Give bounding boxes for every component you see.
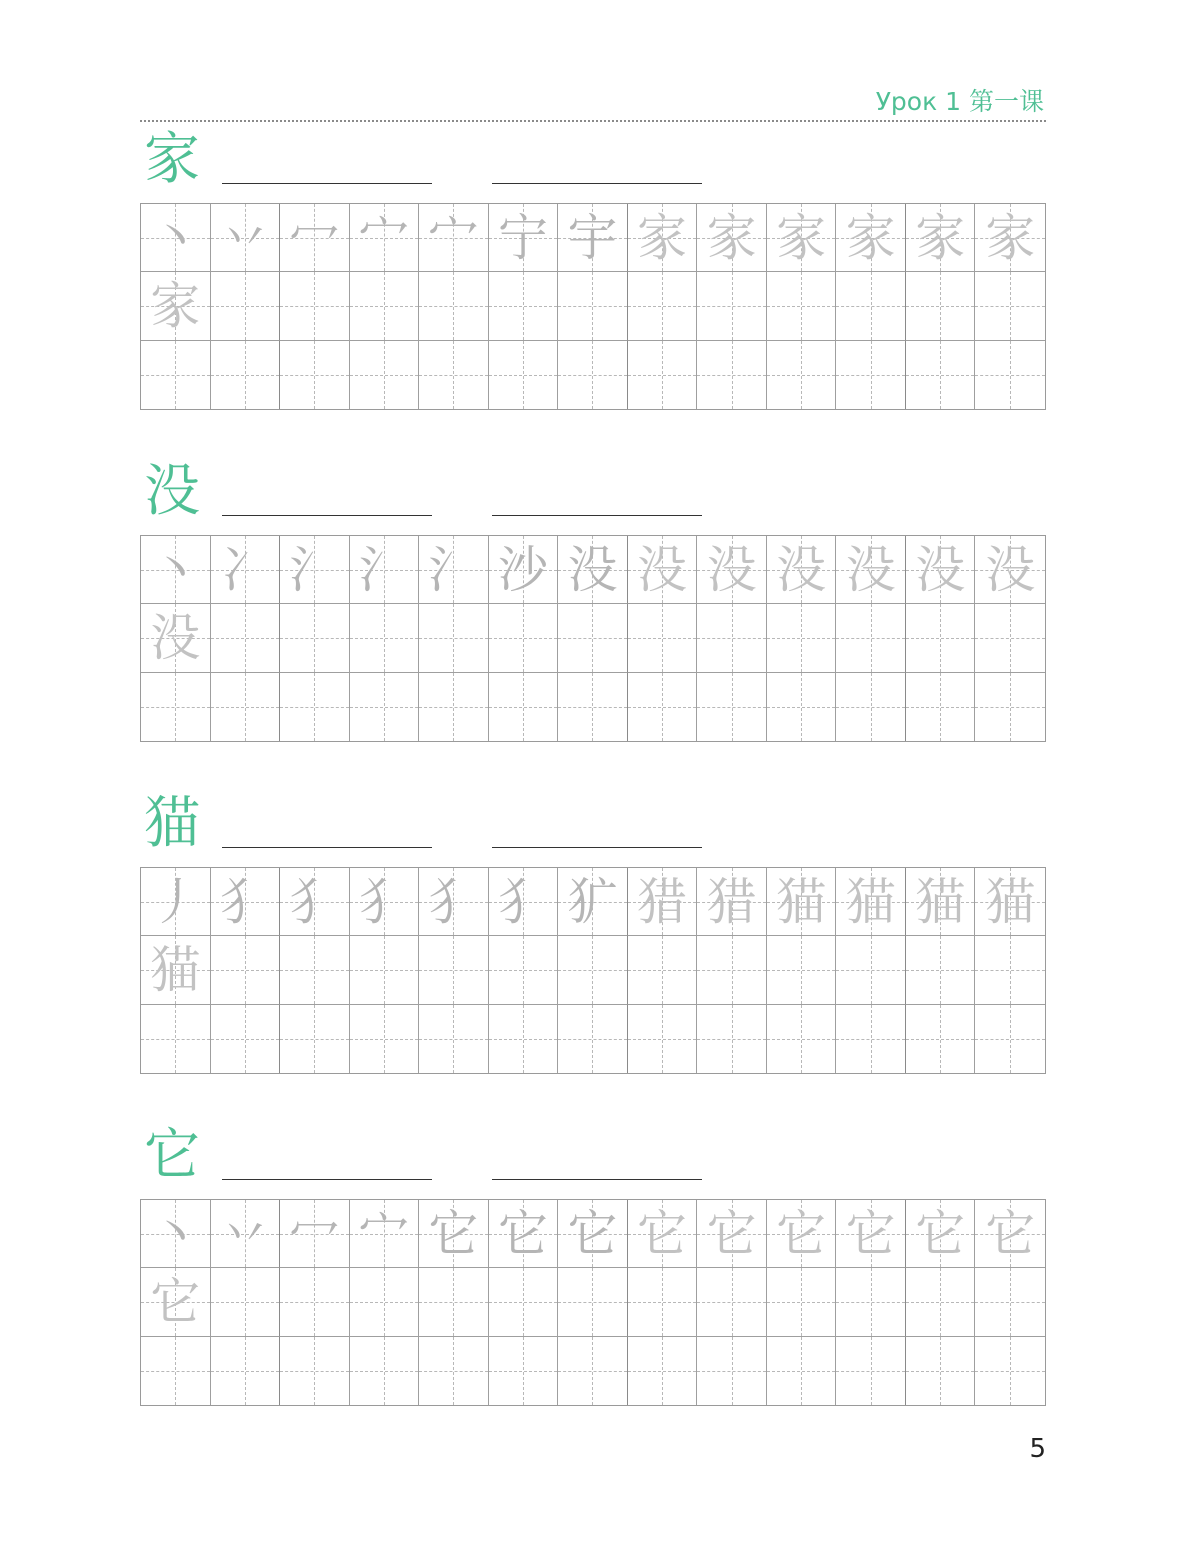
practice-cell[interactable] [558,604,628,672]
practice-cell[interactable] [697,1005,767,1073]
stroke-step-glyph: 它 [637,1204,688,1263]
writing-grid [140,1199,1046,1406]
stroke-order-cell [697,1200,767,1268]
stroke-step-glyph: 没 [706,540,757,599]
practice-cell[interactable] [211,1005,281,1073]
practice-cell[interactable] [419,936,489,1004]
practice-cell[interactable] [280,936,350,1004]
stroke-step-glyph: 家 [776,208,827,267]
stroke-order-cell [489,1200,559,1268]
practice-cell[interactable] [836,341,906,409]
practice-cell[interactable] [280,673,350,741]
stroke-order-cell [767,868,837,936]
stroke-step-glyph: 冫 [219,540,270,599]
stroke-step-glyph: 它 [497,1204,548,1263]
practice-cell[interactable] [489,272,559,340]
stroke-order-cell [906,536,976,604]
practice-cell[interactable] [836,936,906,1004]
practice-cell[interactable] [558,341,628,409]
practice-cell[interactable] [628,1337,698,1405]
practice-cell[interactable] [975,1268,1045,1336]
practice-cell[interactable] [489,1337,559,1405]
practice-cell[interactable] [489,1268,559,1336]
practice-cell[interactable] [975,604,1045,672]
stroke-step-glyph: 它 [845,1204,896,1263]
stroke-order-cell [350,536,420,604]
stroke-order-cell [350,1200,420,1268]
stroke-order-cell [141,1200,211,1268]
practice-cell[interactable] [697,604,767,672]
trace-cell[interactable] [141,936,211,1004]
practice-cell[interactable] [558,1005,628,1073]
stroke-step-glyph: 猫 [915,872,966,931]
stroke-step-glyph: 犭 [219,872,270,931]
stroke-step-glyph: 宇 [567,208,618,267]
trace-guide-glyph: 它 [150,1272,201,1331]
stroke-step-glyph: 丶 [150,540,201,599]
trace-cell[interactable] [141,1268,211,1336]
stroke-step-glyph: 宀 [428,208,479,267]
practice-cell[interactable] [211,272,281,340]
practice-cell[interactable] [767,341,837,409]
practice-cell[interactable] [558,673,628,741]
stroke-step-glyph: 没 [915,540,966,599]
stroke-order-cell [211,536,281,604]
stroke-order-cell [280,204,350,272]
practice-cell[interactable] [697,936,767,1004]
practice-cell[interactable] [836,1268,906,1336]
practice-cell[interactable] [628,673,698,741]
stroke-step-glyph: 丿 [150,872,201,931]
practice-cell[interactable] [141,1337,211,1405]
practice-cell[interactable] [350,272,420,340]
stroke-order-cell [280,1200,350,1268]
stroke-order-cell [489,536,559,604]
stroke-step-glyph: 没 [845,540,896,599]
practice-cell[interactable] [906,936,976,1004]
practice-cell[interactable] [697,1268,767,1336]
stroke-step-glyph: 猫 [776,872,827,931]
stroke-step-glyph: 没 [567,540,618,599]
practice-cell[interactable] [211,673,281,741]
stroke-order-cell [628,868,698,936]
stroke-step-glyph: 丷 [219,1204,270,1263]
stroke-step-glyph: 家 [985,208,1036,267]
practice-cell[interactable] [767,1337,837,1405]
stroke-order-cell [558,868,628,936]
practice-cell[interactable] [975,341,1045,409]
trace-guide-glyph: 没 [150,608,201,667]
lesson-title: Урок 1 第一课 [875,87,1044,116]
stroke-step-glyph: 猎 [706,872,757,931]
stroke-step-glyph: 丶 [150,208,201,267]
trace-guide-glyph: 猫 [150,940,201,999]
pinyin-answer-line[interactable] [222,1179,432,1180]
practice-cell[interactable] [350,604,420,672]
practice-cell[interactable] [350,1268,420,1336]
practice-cell[interactable] [836,604,906,672]
practice-cell[interactable] [558,1337,628,1405]
practice-cell[interactable] [211,604,281,672]
stroke-step-glyph: 没 [985,540,1036,599]
writing-grid [140,535,1046,742]
practice-cell[interactable] [419,1005,489,1073]
stroke-order-cell [280,868,350,936]
practice-cell[interactable] [211,341,281,409]
stroke-step-glyph: 犭 [358,872,409,931]
stroke-order-cell [558,536,628,604]
practice-cell[interactable] [906,604,976,672]
stroke-step-glyph: 它 [567,1204,618,1263]
practice-cell[interactable] [489,604,559,672]
practice-cell[interactable] [141,673,211,741]
stroke-order-cell [211,204,281,272]
stroke-order-cell [836,1200,906,1268]
translation-answer-line[interactable] [492,847,702,848]
practice-cell[interactable] [767,272,837,340]
stroke-order-cell [489,868,559,936]
stroke-order-cell [836,204,906,272]
stroke-step-glyph: 冖 [289,1204,340,1263]
practice-cell[interactable] [419,1337,489,1405]
practice-cell[interactable] [975,936,1045,1004]
practice-cell[interactable] [489,936,559,1004]
practice-cell[interactable] [489,341,559,409]
practice-cell[interactable] [767,673,837,741]
headword-character: 猫 [144,791,200,856]
stroke-order-cell [697,204,767,272]
practice-cell[interactable] [975,1005,1045,1073]
stroke-step-glyph: 猫 [845,872,896,931]
practice-cell[interactable] [906,673,976,741]
stroke-step-glyph: 家 [637,208,688,267]
practice-cell[interactable] [489,1005,559,1073]
practice-cell[interactable] [280,604,350,672]
practice-cell[interactable] [906,1268,976,1336]
practice-cell[interactable] [628,1268,698,1336]
stroke-step-glyph: 氵 [428,540,479,599]
stroke-order-cell [697,536,767,604]
stroke-step-glyph: 没 [776,540,827,599]
stroke-step-glyph: 冖 [289,208,340,267]
practice-cell[interactable] [628,936,698,1004]
practice-cell[interactable] [211,1337,281,1405]
trace-guide-glyph: 家 [150,276,201,335]
stroke-step-glyph: 家 [845,208,896,267]
stroke-order-cell [211,1200,281,1268]
stroke-order-cell [767,536,837,604]
writing-grid [140,867,1046,1074]
stroke-order-cell [975,1200,1045,1268]
practice-cell[interactable] [697,1337,767,1405]
practice-cell[interactable] [767,604,837,672]
stroke-step-glyph: 犭 [289,872,340,931]
stroke-step-glyph: 宀 [358,1204,409,1263]
stroke-order-cell [975,536,1045,604]
practice-cell[interactable] [628,604,698,672]
stroke-step-glyph: 犷 [567,872,618,931]
stroke-step-glyph: 猫 [985,872,1036,931]
stroke-order-cell [350,204,420,272]
stroke-order-cell [697,868,767,936]
stroke-order-cell [628,536,698,604]
practice-cell[interactable] [419,673,489,741]
stroke-order-cell [141,204,211,272]
stroke-order-cell [906,868,976,936]
practice-cell[interactable] [836,1337,906,1405]
practice-cell[interactable] [558,1268,628,1336]
practice-cell[interactable] [280,1337,350,1405]
stroke-order-cell [558,1200,628,1268]
headword-character: 家 [144,127,200,192]
stroke-step-glyph: 宁 [497,208,548,267]
practice-cell[interactable] [836,272,906,340]
practice-cell[interactable] [906,1337,976,1405]
writing-grid [140,203,1046,410]
stroke-step-glyph: 它 [776,1204,827,1263]
practice-cell[interactable] [350,673,420,741]
practice-cell[interactable] [697,341,767,409]
practice-cell[interactable] [767,936,837,1004]
stroke-order-cell [975,868,1045,936]
practice-cell[interactable] [836,673,906,741]
stroke-step-glyph: 没 [637,540,688,599]
stroke-step-glyph: 沙 [497,540,548,599]
stroke-order-cell [836,868,906,936]
practice-cell[interactable] [628,341,698,409]
practice-cell[interactable] [767,1268,837,1336]
stroke-step-glyph: 丷 [219,208,270,267]
pinyin-answer-line[interactable] [222,847,432,848]
stroke-order-cell [767,1200,837,1268]
page-header [140,82,1046,122]
practice-cell[interactable] [280,341,350,409]
practice-cell[interactable] [906,1005,976,1073]
practice-cell[interactable] [975,272,1045,340]
practice-cell[interactable] [350,1337,420,1405]
practice-cell[interactable] [141,1005,211,1073]
stroke-step-glyph: 氵 [289,540,340,599]
practice-cell[interactable] [350,1005,420,1073]
stroke-order-cell [419,1200,489,1268]
stroke-order-cell [141,868,211,936]
stroke-order-cell [489,204,559,272]
practice-cell[interactable] [350,936,420,1004]
translation-answer-line[interactable] [492,1179,702,1180]
practice-cell[interactable] [141,341,211,409]
stroke-order-cell [558,204,628,272]
stroke-order-cell [767,204,837,272]
practice-cell[interactable] [836,1005,906,1073]
practice-cell[interactable] [558,936,628,1004]
headword-character: 没 [144,459,200,524]
practice-cell[interactable] [280,1005,350,1073]
stroke-order-cell [280,536,350,604]
practice-cell[interactable] [975,673,1045,741]
translation-answer-line[interactable] [492,183,702,184]
stroke-step-glyph: 犭 [428,872,479,931]
practice-cell[interactable] [697,673,767,741]
practice-cell[interactable] [767,1005,837,1073]
stroke-step-glyph: 氵 [358,540,409,599]
page-number: 5 [1029,1434,1046,1464]
stroke-step-glyph: 宀 [358,208,409,267]
trace-cell[interactable] [141,272,211,340]
practice-cell[interactable] [211,936,281,1004]
practice-cell[interactable] [906,272,976,340]
stroke-order-cell [906,1200,976,1268]
stroke-order-cell [836,536,906,604]
pinyin-answer-line[interactable] [222,515,432,516]
stroke-step-glyph: 它 [985,1204,1036,1263]
practice-cell[interactable] [906,341,976,409]
practice-cell[interactable] [558,272,628,340]
stroke-order-cell [628,1200,698,1268]
practice-cell[interactable] [975,1337,1045,1405]
stroke-order-cell [628,204,698,272]
stroke-step-glyph: 它 [706,1204,757,1263]
stroke-step-glyph: 丶 [150,1204,201,1263]
practice-cell[interactable] [489,673,559,741]
stroke-step-glyph: 猎 [637,872,688,931]
headword-character: 它 [144,1123,200,1188]
stroke-order-cell [975,204,1045,272]
practice-cell[interactable] [697,272,767,340]
stroke-step-glyph: 家 [706,208,757,267]
stroke-order-cell [419,868,489,936]
stroke-step-glyph: 犭 [497,872,548,931]
practice-cell[interactable] [211,1268,281,1336]
practice-cell[interactable] [419,604,489,672]
pinyin-answer-line[interactable] [222,183,432,184]
stroke-order-cell [419,536,489,604]
stroke-order-cell [350,868,420,936]
practice-cell[interactable] [280,272,350,340]
practice-cell[interactable] [419,272,489,340]
practice-cell[interactable] [419,341,489,409]
stroke-step-glyph: 它 [915,1204,966,1263]
practice-cell[interactable] [628,272,698,340]
translation-answer-line[interactable] [492,515,702,516]
stroke-order-cell [141,536,211,604]
practice-cell[interactable] [419,1268,489,1336]
stroke-order-cell [906,204,976,272]
practice-cell[interactable] [628,1005,698,1073]
stroke-step-glyph: 家 [915,208,966,267]
stroke-order-cell [211,868,281,936]
practice-cell[interactable] [280,1268,350,1336]
trace-cell[interactable] [141,604,211,672]
stroke-order-cell [419,204,489,272]
practice-cell[interactable] [350,341,420,409]
stroke-step-glyph: 它 [428,1204,479,1263]
